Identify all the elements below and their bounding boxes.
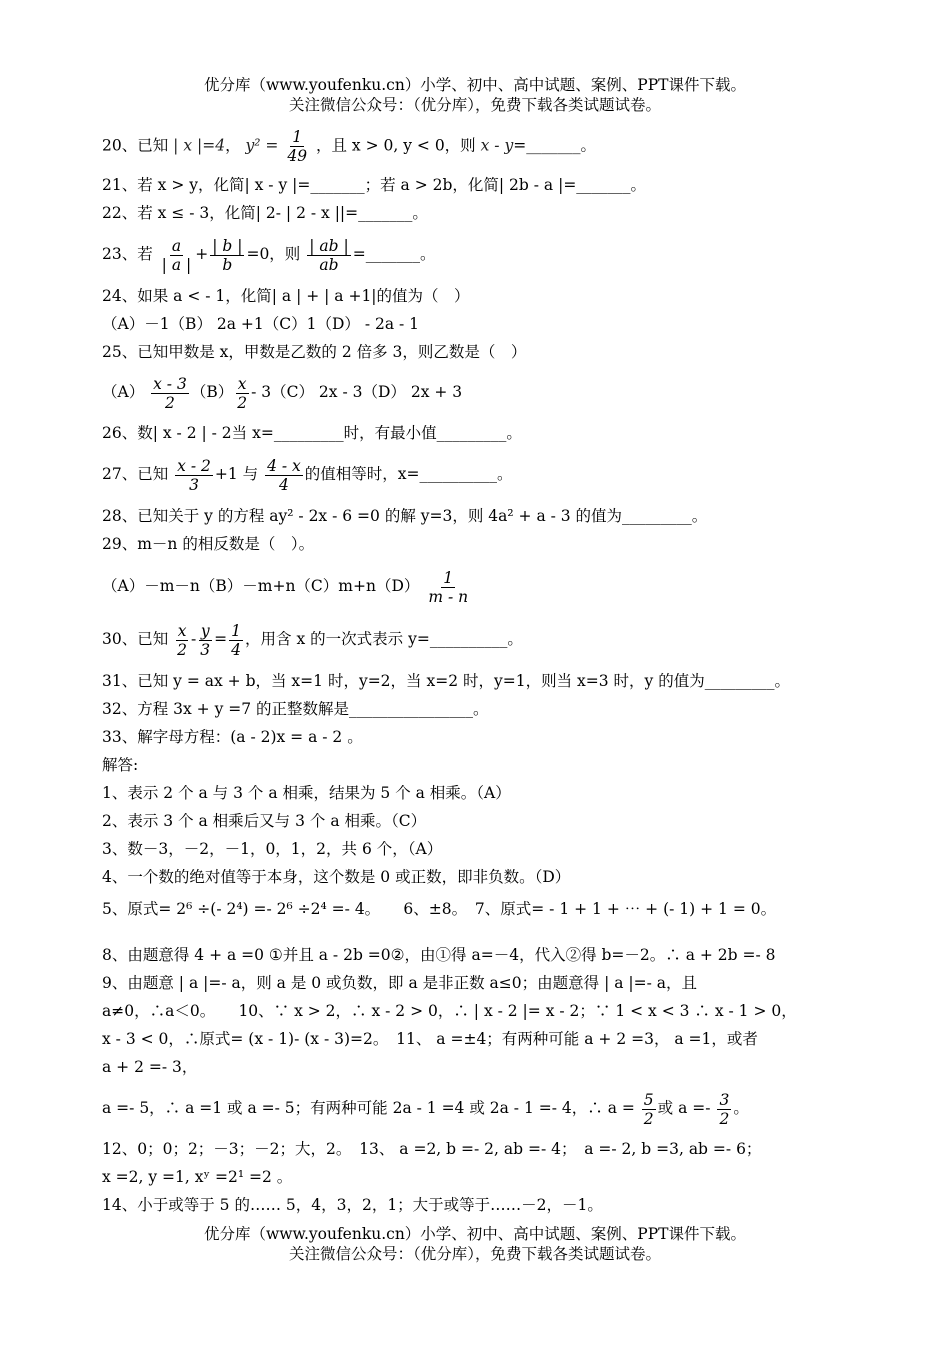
answer-9-line-1: 9、由题意 | a |=- a，则 a 是 0 或负数，即 a 是非正数 a≤0；由题意得 | a |=- a，且 xyxy=(102,974,698,992)
fraction: $\frac{| ab |}{ab}$ xyxy=(309,236,349,274)
question-31: 31、已知 y = ax + b，当 x=1 时，y=2，当 x=2 时，y=1，则当 x=3 时，y 的值为_________。 xyxy=(102,672,790,690)
answer-2: 2、表示 3 个 a 相乘后又与 3 个 a 相乘。（C） xyxy=(102,812,427,830)
answer-9-line-2: a≠0，∴a＜0。 10、∵ x > 2，∴ x - 2 > 0，∴ | x - 2 |= x - 2；∵ 1 < x < 3 ∴ x - 1 > 0， xyxy=(102,1002,797,1020)
question-24-options: （A）－1（B） 2a +1（C）1（D） - 2a - 1 xyxy=(102,315,420,333)
question-23: 23、若 $\frac{a}{| a |}$ + $\frac{| b |}{b}$ =0，则 $\frac{| ab |}{ab}$ =_______。 xyxy=(102,236,436,274)
answer-14: 14、小于或等于 5 的…… 5，4，3，2，1；大于或等于……－2，－1。 xyxy=(102,1196,603,1214)
header-line-2: 关注微信公众号：（优分库），免费下载各类试题试卷。 xyxy=(288,96,661,114)
question-20: 20、已知 | x |=4， y² = $\frac{1}{49}$ ，且 x > 0, y < 0，则 x - y=_______。 xyxy=(102,128,596,165)
question-29-options: （A）－m－n（B）－m+n（C）m+n（D） $\frac{1}{m - n}$ xyxy=(102,568,469,606)
fraction: $\frac{a}{| a |}$ xyxy=(161,236,192,274)
question-22: 22、若 x ≤ - 3，化简| 2- | 2 - x ||=_______。 xyxy=(102,204,428,222)
answer-11-fractions: a =- 5，∴ a =1 或 a =- 5；有两种可能 2a - 1 =4 或 2a - 1 =- 4，∴ a = $\frac{5}{2}$ 或 a =- $\frac{3}{2}$ 。 xyxy=(102,1090,749,1128)
fraction: $\frac{1}{49}$ xyxy=(287,128,308,165)
fraction: $\frac{x - 2}{3}$ xyxy=(177,456,211,494)
question-32: 32、方程 3x + y =7 的正整数解是________________。 xyxy=(102,700,489,718)
question-30: 30、已知 $\frac{x}{2}$ - $\frac{y}{3}$ = $\frac{1}{4}$ ，用含 x 的一次式表示 y=__________。 xyxy=(102,621,523,659)
fraction: $\frac{4 - x}{4}$ xyxy=(267,456,301,494)
question-24: 24、如果 a < - 1，化简| a | + | a +1|的值为（ ） xyxy=(102,287,470,305)
fraction: $\frac{1}{4}$ xyxy=(231,621,242,659)
fraction: $\frac{1}{m - n}$ xyxy=(428,568,469,606)
footer-line-2: 关注微信公众号：（优分库），免费下载各类试题试卷。 xyxy=(288,1245,661,1263)
answer-1: 1、表示 2 个 a 与 3 个 a 相乘，结果为 5 个 a 相乘。（A） xyxy=(102,784,511,802)
question-27: 27、已知 $\frac{x - 2}{3}$ +1 与 $\frac{4 - x}{4}$ 的值相等时，x=__________。 xyxy=(102,456,513,494)
answers-title: 解答: xyxy=(102,756,139,774)
answer-11-cont: a + 2 =- 3， xyxy=(102,1058,198,1076)
fraction: $\frac{5}{2}$ xyxy=(643,1090,654,1128)
question-33: 33、解字母方程：(a - 2)x = a - 2 。 xyxy=(102,728,363,746)
fraction: $\frac{3}{2}$ xyxy=(719,1090,730,1128)
question-29: 29、m－n 的相反数是（ ）。 xyxy=(102,535,315,553)
footer-line-1: 优分库（www.youfenku.cn）小学、初中、高中试题、案例、PPT课件下载。 xyxy=(203,1225,747,1243)
question-26: 26、数| x - 2 | - 2当 x=_________时，有最小值_________。 xyxy=(102,424,522,442)
fraction: $\frac{y}{3}$ xyxy=(200,621,211,659)
fraction: $\frac{x}{2}$ xyxy=(237,374,248,412)
question-25-options: （A） $\frac{x - 3}{2}$ （B） $\frac{x}{2}$ - 3（C） 2x - 3（D） 2x + 3 xyxy=(102,374,463,412)
question-21: 21、若 x > y，化简| x - y |=_______；若 a > 2b，化简| 2b - a |=_______。 xyxy=(102,176,647,194)
answer-5-7: 5、原式= 2⁶ ÷(- 2⁴) =- 2⁶ ÷2⁴ =- 4。 6、±8。 7、原式= - 1 + 1 + ⋯ + (- 1) + 1 = 0。 xyxy=(102,900,777,918)
fraction: $\frac{| b |}{b}$ xyxy=(212,236,243,274)
question-28: 28、已知关于 y 的方程 ay² - 2x - 6 =0 的解 y=3，则 4a² + a - 3 的值为_________。 xyxy=(102,507,708,525)
answer-8: 8、由题意得 4 + a =0 ①并且 a - 2b =0②，由①得 a=－4，代入②得 b=－2。∴ a + 2b =- 8 xyxy=(102,946,776,964)
question-25: 25、已知甲数是 x，甲数是乙数的 2 倍多 3，则乙数是（ ） xyxy=(102,343,527,361)
fraction: $\frac{x}{2}$ xyxy=(177,621,188,659)
fraction: $\frac{x - 3}{2}$ xyxy=(153,374,187,412)
answer-13-cont: x =2, y =1, xʸ =2¹ =2 。 xyxy=(102,1168,293,1186)
answer-4: 4、一个数的绝对值等于本身，这个数是 0 或正数，即非负数。（D） xyxy=(102,868,571,886)
header-line-1: 优分库（www.youfenku.cn）小学、初中、高中试题、案例、PPT课件下载。 xyxy=(203,76,747,94)
answer-10-11: x - 3 < 0，∴原式= (x - 1)- (x - 3)=2。 11、 a =±4；有两种可能 a + 2 =3， a =1，或者 xyxy=(102,1030,758,1048)
answer-12-13: 12、0；0；2；－3；－2；大，2。 13、 a =2, b =- 2, ab =- 4； a =- 2, b =3, ab =- 6； xyxy=(102,1140,762,1158)
answer-3: 3、数－3，－2，－1，0，1，2，共 6 个，（A） xyxy=(102,840,443,858)
